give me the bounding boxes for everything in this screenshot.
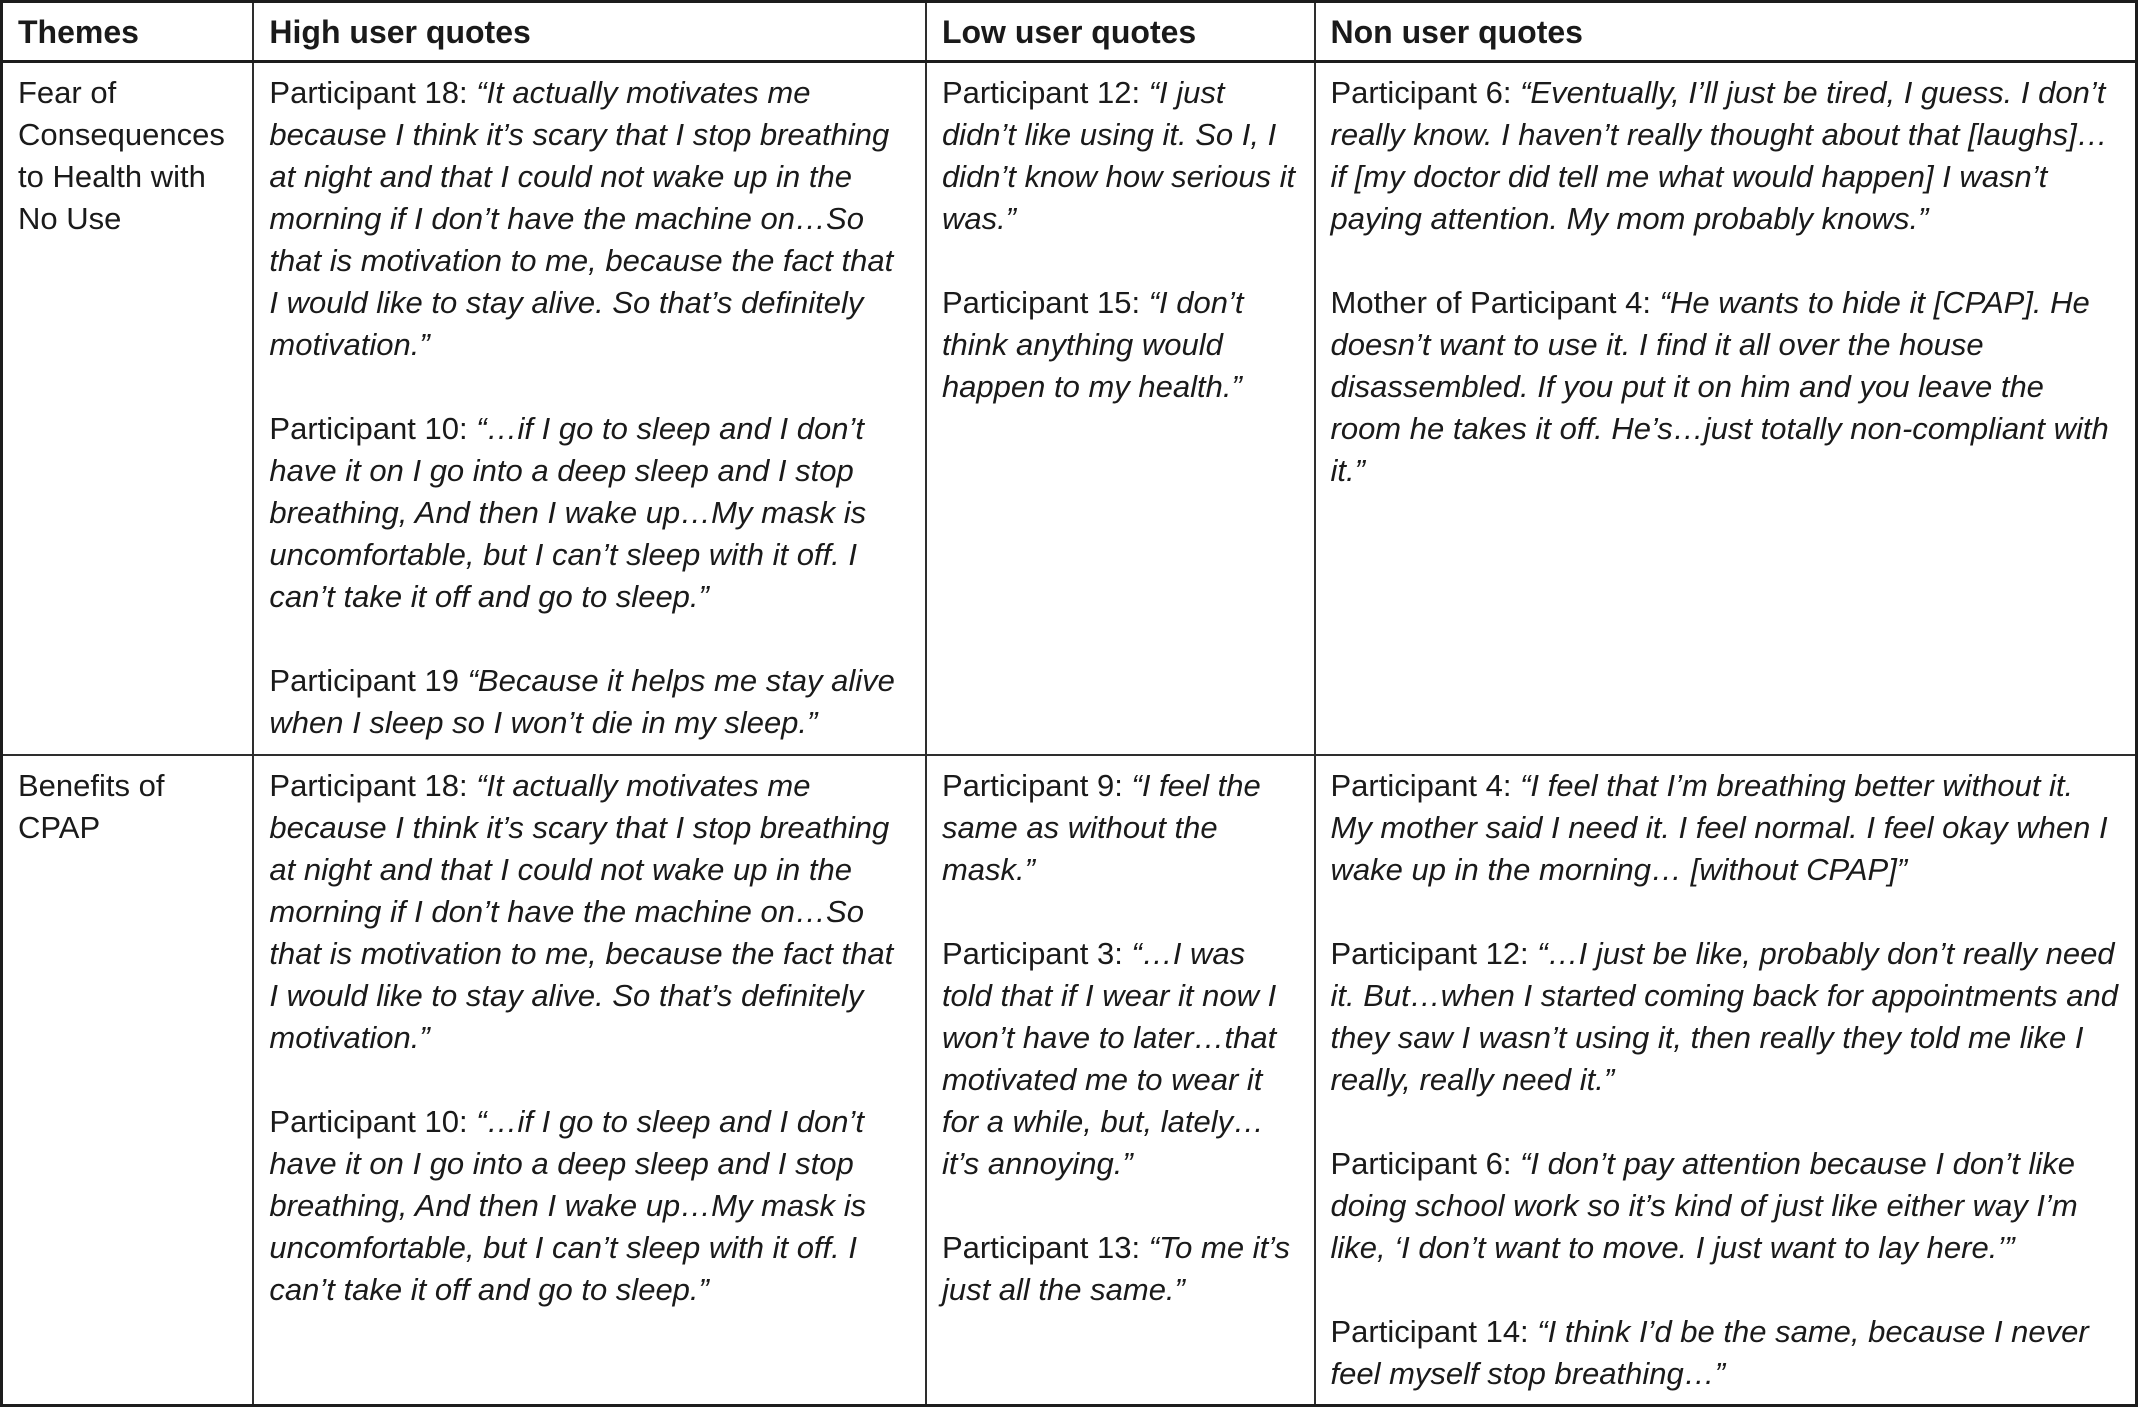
quote-paragraph xyxy=(942,282,1299,408)
quote-speaker: Participant 18: xyxy=(269,767,468,803)
quote-paragraph xyxy=(942,933,1299,1185)
theme-label: Fear of Consequences to Health with No Use xyxy=(18,75,225,236)
non-user-quotes-cell xyxy=(1315,755,2137,1406)
theme-cell xyxy=(2,755,254,1406)
quote-paragraph xyxy=(1331,933,2121,1101)
quote-speaker: Participant 10: xyxy=(269,1103,468,1139)
quote-speaker: Participant 13: xyxy=(941,1229,1141,1265)
quote-speaker: Mother of Participant 4: xyxy=(1330,285,1651,320)
high-user-quotes-cell xyxy=(253,62,926,755)
quote-text: “It actually motivates me because I think it’s scary that I stop breathing at night and that I could not wake up in the morning if I don’t have the machine on…So that is motivation to me, because the fact that I would like to stay alive. So that’s definitely motivation.” xyxy=(269,767,894,1055)
quote-paragraph xyxy=(942,72,1299,240)
quote-speaker: Participant 6: xyxy=(1330,1145,1512,1181)
quote-text: “I feel that I’m breathing better without it. My mother said I need it. I feel normal. I feel okay when I wake up in the morning… [without CPAP]” xyxy=(1330,767,2108,887)
quote-text: “Because it helps me stay alive when I sleep so I won’t die in my sleep.” xyxy=(269,663,895,740)
quote-speaker: Participant 12: xyxy=(941,75,1141,110)
quote-paragraph xyxy=(1331,1143,2121,1269)
table-row xyxy=(2,62,2137,755)
quote-paragraph xyxy=(269,408,910,618)
quote-speaker: Participant 3: xyxy=(941,935,1123,971)
header-high-user-quotes: High user quotes xyxy=(253,2,926,62)
quote-paragraph xyxy=(1331,72,2121,240)
quote-speaker: Participant 15: xyxy=(941,285,1141,320)
quote-text: “He wants to hide it [CPAP]. He doesn’t want to use it. I find it all over the house disassembled. If you put it on him and you leave the room he takes it off. He’s…just totally non-compliant with it.” xyxy=(1330,285,2109,488)
quote-text: “It actually motivates me because I think it’s scary that I stop breathing at night and that I could not wake up in the morning if I don’t have the machine on…So that is motivation to me, because the fact that I would like to stay alive. So that’s definitely motivation.” xyxy=(269,75,894,362)
quote-text: “I think I’d be the same, because I never feel myself stop breathing…” xyxy=(1330,1313,2089,1391)
quote-paragraph xyxy=(942,765,1299,891)
quote-speaker: Participant 6: xyxy=(1330,75,1512,110)
quote-paragraph xyxy=(942,1227,1299,1311)
low-user-quotes-cell xyxy=(926,755,1315,1406)
non-user-quotes-cell xyxy=(1315,62,2137,755)
quote-text: “…I just be like, probably don’t really need it. But…when I started coming back for appointments and they saw I wasn’t using it, then really they told me like I really, really need it.” xyxy=(1330,935,2118,1097)
quote-text: “To me it’s just all the same.” xyxy=(941,1229,1291,1307)
quote-text: “Eventually, I’ll just be tired, I guess. I don’t really know. I haven’t really thought about that [laughs]… if [my doctor did tell me what would happen] I wasn’t paying attention. My mom probably knows.” xyxy=(1330,75,2108,236)
quote-text: “…if I go to sleep and I don’t have it on I go into a deep sleep and I stop breathing, And then I wake up…My mask is uncomfortable, but I can’t sleep with it off. I can’t take it off and go to sleep.” xyxy=(269,1103,867,1307)
theme-cell xyxy=(2,62,254,755)
header-row xyxy=(2,2,2137,62)
header-non-user-quotes: Non user quotes xyxy=(1315,2,2137,62)
quote-paragraph xyxy=(1331,1311,2121,1395)
quote-text: “I don’t pay attention because I don’t like doing school work so it’s kind of just like either way I’m like, ‘I don’t want to move. I just want to lay here.’” xyxy=(1330,1145,2078,1265)
quote-paragraph xyxy=(1331,765,2121,891)
theme-label: Benefits of CPAP xyxy=(18,767,165,845)
quote-paragraph xyxy=(269,1101,910,1311)
table-row xyxy=(2,755,2137,1406)
quote-text: “I feel the same as without the mask.” xyxy=(941,767,1261,887)
quote-speaker: Participant 4: xyxy=(1330,767,1512,803)
quote-paragraph xyxy=(1331,282,2121,492)
quote-speaker: Participant 12: xyxy=(1330,935,1529,971)
header-low-user-quotes: Low user quotes xyxy=(926,2,1315,62)
low-user-quotes-cell xyxy=(926,62,1315,755)
header-themes: Themes xyxy=(2,2,254,62)
quote-speaker: Participant 19 xyxy=(269,663,459,698)
table-body xyxy=(2,62,2137,1406)
quote-paragraph xyxy=(269,765,910,1059)
quote-text: “I don’t think anything would happen to my health.” xyxy=(941,285,1244,404)
quote-speaker: Participant 9: xyxy=(941,767,1123,803)
high-user-quotes-cell xyxy=(253,755,926,1406)
quote-paragraph xyxy=(269,72,910,366)
quote-speaker: Participant 10: xyxy=(269,411,468,446)
quote-speaker: Participant 18: xyxy=(269,75,468,110)
quote-speaker: Participant 14: xyxy=(1330,1313,1529,1349)
quote-text: “…I was told that if I wear it now I won’t have to later…that motivated me to wear it for a while, but, lately… it’s annoying.” xyxy=(941,935,1277,1181)
quote-text: “…if I go to sleep and I don’t have it on I go into a deep sleep and I stop breathing, And then I wake up…My mask is uncomfortable, but I can’t sleep with it off. I can’t take it off and go to sleep.” xyxy=(269,411,867,614)
quote-paragraph xyxy=(269,660,910,744)
quote-text: “I just didn’t like using it. So I, I didn’t know how serious it was.” xyxy=(941,75,1296,236)
